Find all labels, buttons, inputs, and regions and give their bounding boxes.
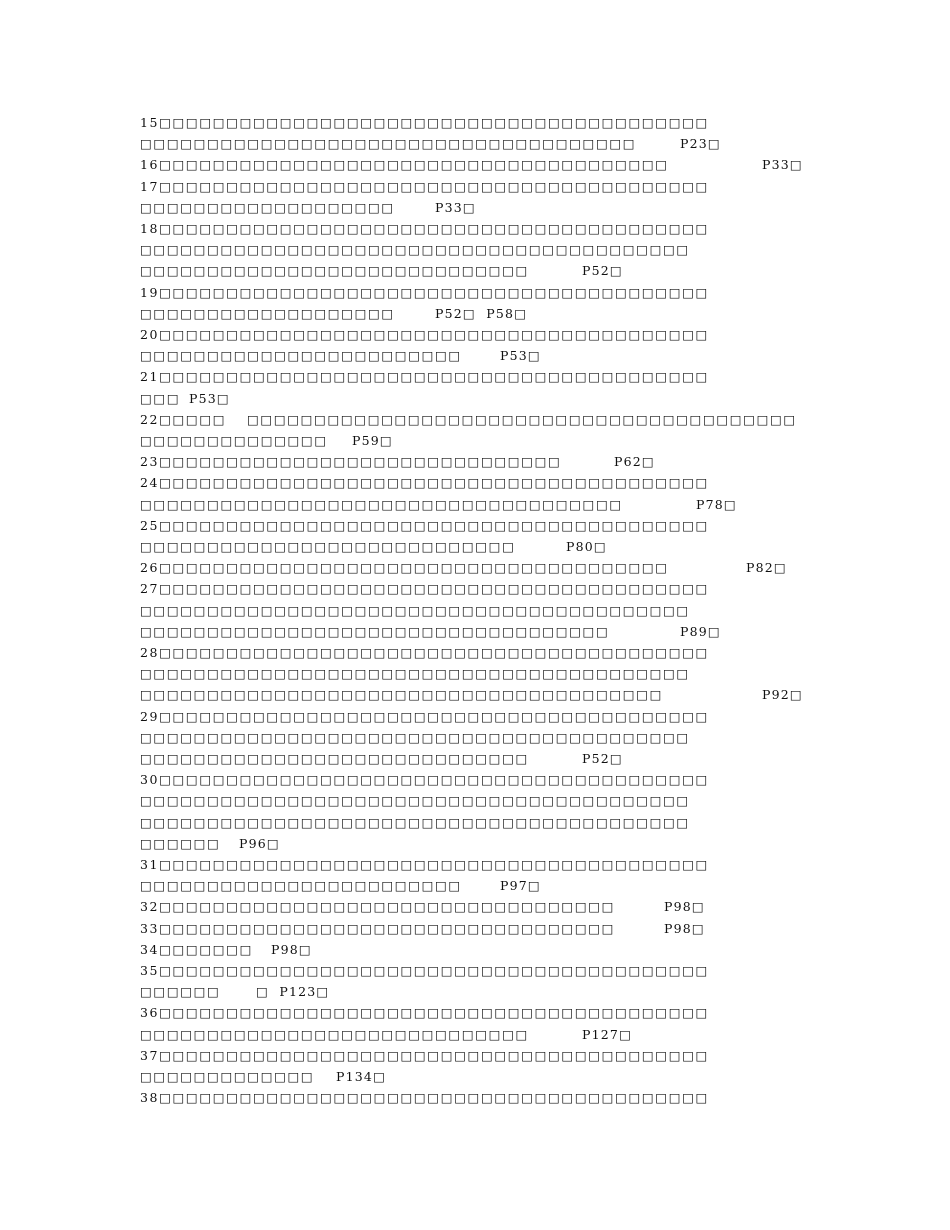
text-line: □□□□□□□□□□□□□□ bbox=[140, 433, 328, 448]
text-line: □□□□□□ bbox=[140, 835, 221, 851]
page-reference: P97□ bbox=[500, 878, 541, 894]
text-line: 24□□□□□□□□□□□□□□□□□□□□□□□□□□□□□□□□□□□□□□□□□ bbox=[140, 475, 709, 491]
page-reference: P98□ bbox=[271, 941, 312, 957]
text-line: □□□□□□□□□□□□□□□□□□□□□□□□□□□□□ bbox=[140, 263, 529, 279]
page-reference: P127□ bbox=[582, 1026, 633, 1042]
text-line: 35□□□□□□□□□□□□□□□□□□□□□□□□□□□□□□□□□□□□□□□□□ bbox=[140, 963, 709, 978]
page-reference: P89□ bbox=[680, 623, 721, 639]
page-reference: P98□ bbox=[664, 899, 705, 915]
page-reference: P52□ bbox=[582, 263, 623, 279]
page-reference: P98□ bbox=[664, 920, 705, 936]
page-reference: □ P123□ bbox=[256, 984, 330, 1000]
text-line: 25□□□□□□□□□□□□□□□□□□□□□□□□□□□□□□□□□□□□□□□□□ bbox=[140, 517, 709, 533]
page-reference: P33□ bbox=[435, 199, 476, 215]
text-line: 30□□□□□□□□□□□□□□□□□□□□□□□□□□□□□□□□□□□□□□□□□ bbox=[140, 772, 709, 788]
text-line: □□□□□□□□□□□□□□□□□□□□□□□□□□□□□ bbox=[140, 1026, 529, 1042]
text-line: 36□□□□□□□□□□□□□□□□□□□□□□□□□□□□□□□□□□□□□□□□□ bbox=[140, 1005, 709, 1021]
text-line: 20□□□□□□□□□□□□□□□□□□□□□□□□□□□□□□□□□□□□□□□□□ bbox=[140, 327, 709, 342]
text-line: 32□□□□□□□□□□□□□□□□□□□□□□□□□□□□□□□□□□ bbox=[140, 899, 616, 915]
page-reference: P82□ bbox=[746, 560, 787, 576]
page-reference: P23□ bbox=[680, 136, 721, 152]
text-line: □□□□□□□□□□□□□□□□□□□□□□□□□□□□ bbox=[140, 539, 516, 554]
text-line-continuation: □□□□□□□□□□□□□□□□□□□□□□□□□□□□□□□□□□□□□□□□□ bbox=[247, 411, 797, 427]
text-line: 28□□□□□□□□□□□□□□□□□□□□□□□□□□□□□□□□□□□□□□□□□ bbox=[140, 645, 709, 660]
text-line: □□□ bbox=[140, 390, 181, 406]
text-line: 38□□□□□□□□□□□□□□□□□□□□□□□□□□□□□□□□□□□□□□□□□ bbox=[140, 1090, 709, 1106]
text-line: 21□□□□□□□□□□□□□□□□□□□□□□□□□□□□□□□□□□□□□□□□□ bbox=[140, 369, 709, 385]
page-reference: P52□ P58□ bbox=[435, 305, 528, 321]
page-reference: P53□ bbox=[189, 390, 230, 406]
text-line: □□□□□□ bbox=[140, 984, 221, 1000]
text-line: 27□□□□□□□□□□□□□□□□□□□□□□□□□□□□□□□□□□□□□□□□□ bbox=[140, 581, 709, 597]
text-line: □□□□□□□□□□□□□□□□□□□□□□□□□□□□□□□□□□□□□□□□□ bbox=[140, 602, 690, 618]
text-line: 37□□□□□□□□□□□□□□□□□□□□□□□□□□□□□□□□□□□□□□□□□ bbox=[140, 1047, 709, 1063]
page-reference: P59□ bbox=[352, 433, 393, 448]
text-line: 23□□□□□□□□□□□□□□□□□□□□□□□□□□□□□□ bbox=[140, 454, 562, 470]
text-line: 19□□□□□□□□□□□□□□□□□□□□□□□□□□□□□□□□□□□□□□□□□ bbox=[140, 284, 709, 300]
text-line: □□□□□□□□□□□□□□□□□□□□□□□□□□□□□□□□□□□□□ bbox=[140, 136, 637, 152]
text-line: 31□□□□□□□□□□□□□□□□□□□□□□□□□□□□□□□□□□□□□□□□□ bbox=[140, 857, 709, 872]
text-line: □□□□□□□□□□□□□□□□□□□ bbox=[140, 305, 395, 321]
text-line: 18□□□□□□□□□□□□□□□□□□□□□□□□□□□□□□□□□□□□□□□□□ bbox=[140, 221, 709, 236]
page-reference: P53□ bbox=[500, 348, 541, 364]
page-reference: P62□ bbox=[614, 454, 655, 470]
text-line: □□□□□□□□□□□□□□□□□□□□□□□□ bbox=[140, 878, 462, 894]
text-line: 17□□□□□□□□□□□□□□□□□□□□□□□□□□□□□□□□□□□□□□□□□ bbox=[140, 178, 709, 194]
page-reference: P134□ bbox=[336, 1069, 387, 1084]
text-line: 22□□□□□ bbox=[140, 411, 227, 427]
text-line: □□□□□□□□□□□□□ bbox=[140, 1069, 315, 1084]
text-line: □□□□□□□□□□□□□□□□□□□□□□□□□□□□□□□□□□□□□□□□□ bbox=[140, 729, 690, 745]
page-reference: P52□ bbox=[582, 751, 623, 766]
page-reference: P80□ bbox=[566, 539, 607, 554]
text-line: 26□□□□□□□□□□□□□□□□□□□□□□□□□□□□□□□□□□□□□□ bbox=[140, 560, 669, 576]
text-line: 33□□□□□□□□□□□□□□□□□□□□□□□□□□□□□□□□□□ bbox=[140, 920, 616, 936]
page-reference: P96□ bbox=[239, 835, 280, 851]
text-line: □□□□□□□□□□□□□□□□□□□□□□□□□□□□□□□□□□□□□□□□□ bbox=[140, 242, 690, 258]
text-line: 34□□□□□□□ bbox=[140, 941, 253, 957]
text-line: □□□□□□□□□□□□□□□□□□□□□□□□□□□□□□□□□□□□□□□ bbox=[140, 687, 664, 703]
text-line: □□□□□□□□□□□□□□□□□□□□□□□□ bbox=[140, 348, 462, 364]
text-line: □□□□□□□□□□□□□□□□□□□□□□□□□□□□□□□□□□□□□□□□□ bbox=[140, 666, 690, 682]
page-reference: P78□ bbox=[696, 496, 737, 512]
text-line: □□□□□□□□□□□□□□□□□□□□□□□□□□□□□ bbox=[140, 751, 529, 766]
text-line: □□□□□□□□□□□□□□□□□□□□□□□□□□□□□□□□□□□□□□□□□ bbox=[140, 814, 690, 830]
text-line: 29□□□□□□□□□□□□□□□□□□□□□□□□□□□□□□□□□□□□□□□□□ bbox=[140, 708, 709, 724]
page-reference: P33□ bbox=[762, 157, 803, 173]
text-line: □□□□□□□□□□□□□□□□□□□□□□□□□□□□□□□□□□□ bbox=[140, 623, 610, 639]
text-line: □□□□□□□□□□□□□□□□□□□ bbox=[140, 199, 395, 215]
text-line: 16□□□□□□□□□□□□□□□□□□□□□□□□□□□□□□□□□□□□□□ bbox=[140, 157, 669, 173]
text-line: 15□□□□□□□□□□□□□□□□□□□□□□□□□□□□□□□□□□□□□□□□□ bbox=[140, 115, 709, 130]
text-line: □□□□□□□□□□□□□□□□□□□□□□□□□□□□□□□□□□□□□□□□□ bbox=[140, 793, 690, 809]
page-reference: P92□ bbox=[762, 687, 803, 703]
text-line: □□□□□□□□□□□□□□□□□□□□□□□□□□□□□□□□□□□□ bbox=[140, 496, 623, 512]
